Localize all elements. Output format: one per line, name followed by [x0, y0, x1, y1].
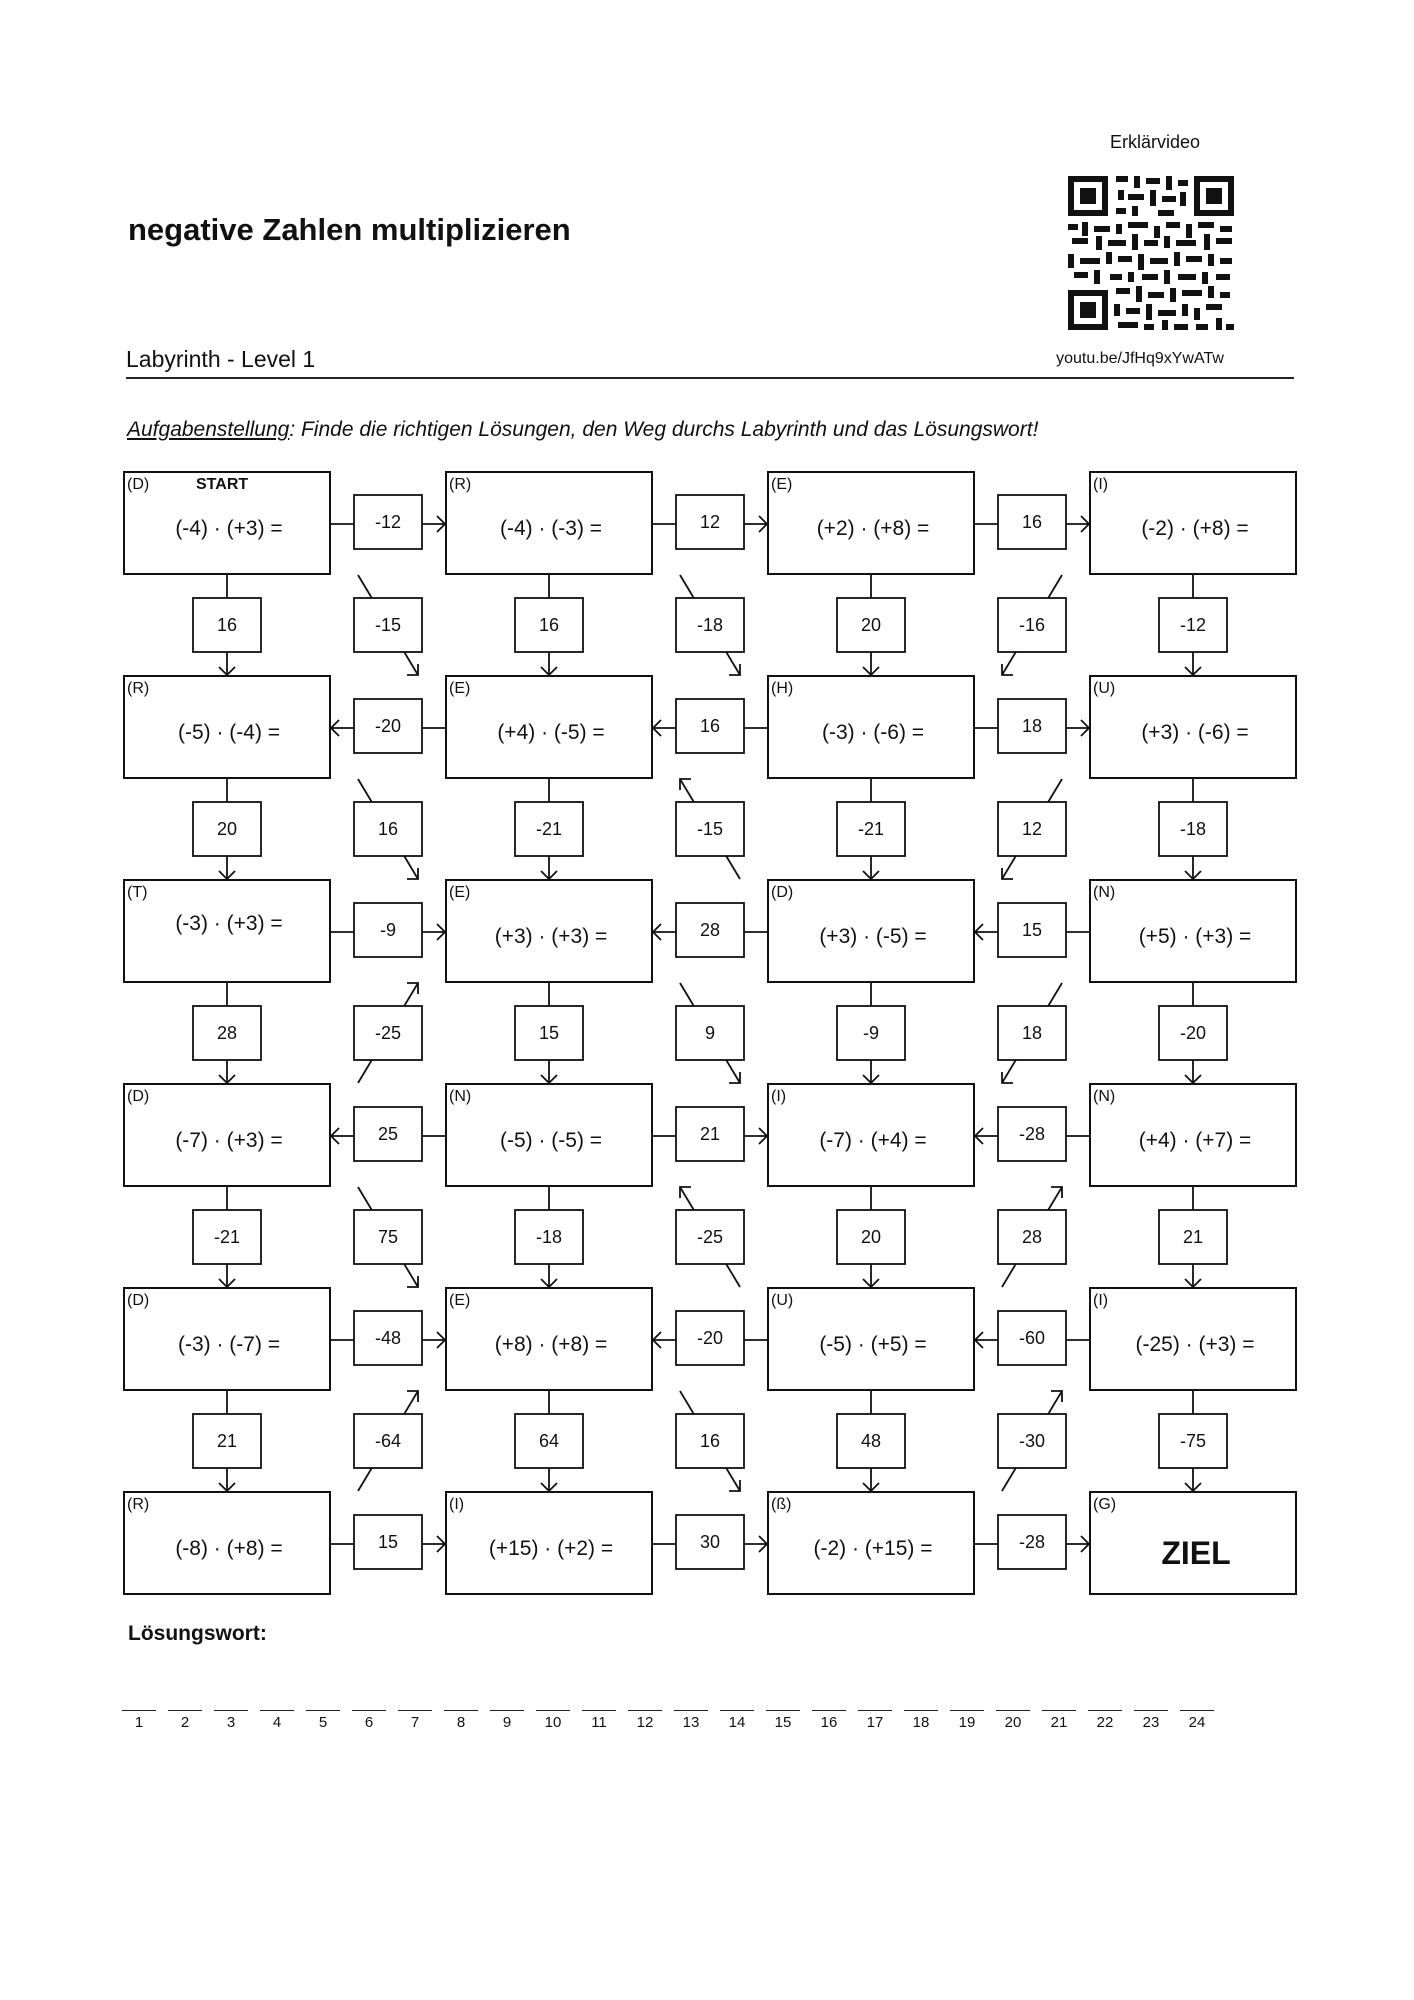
- box-letter: (R): [449, 476, 472, 493]
- box-expression: (-2) · (+15) =: [813, 1537, 933, 1560]
- answer-tile-text: -75: [1179, 1431, 1207, 1451]
- answer-tile-text: 21: [699, 1124, 721, 1144]
- answer-tile-text: 15: [377, 1532, 399, 1552]
- box-expression: (-5) · (-5) =: [499, 1129, 603, 1152]
- box-letter: (I): [771, 1088, 787, 1105]
- letter-blank[interactable]: [214, 1710, 248, 1711]
- letter-blank[interactable]: [490, 1710, 524, 1711]
- box-expression: (+4) · (+7) =: [1138, 1129, 1252, 1152]
- box-letter: (D): [127, 1088, 150, 1105]
- answer-tile-text: 28: [216, 1023, 238, 1043]
- box-expression: (+8) · (+8) =: [494, 1333, 608, 1356]
- box-expression: (-8) · (+8) =: [175, 1537, 283, 1560]
- box-letter: (D): [127, 1292, 150, 1309]
- worksheet-subtitle: Labyrinth - Level 1: [126, 346, 316, 372]
- answer-tile-text: 16: [699, 716, 721, 736]
- answer-tile-text: 25: [377, 1124, 399, 1144]
- answer-tile-text: -20: [1179, 1023, 1207, 1043]
- answer-tile-text: 21: [1182, 1227, 1204, 1247]
- letter-number: 3: [226, 1714, 236, 1731]
- letter-number: 21: [1050, 1714, 1068, 1731]
- letter-blank[interactable]: [950, 1710, 984, 1711]
- letter-number: 7: [410, 1714, 420, 1731]
- box-expression: (+3) · (-5) =: [819, 925, 927, 948]
- letter-blank[interactable]: [996, 1710, 1030, 1711]
- box-expression: (-5) · (+5) =: [819, 1333, 927, 1356]
- letter-number: 10: [544, 1714, 562, 1731]
- box-letter: (T): [127, 884, 148, 901]
- goal-label: ZIEL: [1161, 1535, 1231, 1571]
- letter-blank[interactable]: [904, 1710, 938, 1711]
- letter-number: 13: [682, 1714, 700, 1731]
- box-letter: (U): [771, 1292, 794, 1309]
- task-label: Aufgabenstellung: [127, 418, 290, 441]
- task-text: : Finde die richtigen Lösungen, den Weg durchs Labyrinth und das Lösungswort!: [289, 418, 1039, 441]
- start-label: START: [196, 476, 249, 493]
- answer-tile-text: 16: [538, 615, 560, 635]
- answer-tile-text: -18: [1179, 819, 1207, 839]
- answer-tile-text: 9: [704, 1023, 716, 1043]
- box-letter: (R): [127, 1496, 150, 1513]
- box-letter: (E): [449, 1292, 471, 1309]
- box-letter: (E): [449, 680, 471, 697]
- letter-number: 5: [318, 1714, 328, 1731]
- box-letter: (N): [1093, 884, 1116, 901]
- box-letter: (G): [1093, 1496, 1117, 1513]
- answer-tile-text: -9: [379, 920, 397, 940]
- letter-number: 1: [134, 1714, 144, 1731]
- answer-tile-text: 16: [216, 615, 238, 635]
- answer-tile-text: 20: [860, 615, 882, 635]
- letter-blank[interactable]: [674, 1710, 708, 1711]
- answer-tile-text: 16: [1021, 512, 1043, 532]
- answer-tile-text: -9: [862, 1023, 880, 1043]
- letter-number: 17: [866, 1714, 884, 1731]
- answer-tile-text: 20: [860, 1227, 882, 1247]
- box-letter: (E): [771, 476, 793, 493]
- letter-blank[interactable]: [1134, 1710, 1168, 1711]
- answer-tile-text: -12: [374, 512, 402, 532]
- letter-number: 9: [502, 1714, 512, 1731]
- answer-tile-text: -28: [1018, 1532, 1046, 1552]
- answer-tile-text: 21: [216, 1431, 238, 1451]
- answer-tile-text: 16: [699, 1431, 721, 1451]
- letter-number: 4: [272, 1714, 282, 1731]
- box-expression: (-7) · (+3) =: [175, 1129, 283, 1152]
- box-letter: (I): [449, 1496, 465, 1513]
- letter-number: 16: [820, 1714, 838, 1731]
- letter-number: 15: [774, 1714, 792, 1731]
- box-expression: (+3) · (-6) =: [1141, 721, 1249, 744]
- answer-tile-text: 16: [377, 819, 399, 839]
- answer-tile-text: -30: [1018, 1431, 1046, 1451]
- letter-blank[interactable]: [536, 1710, 570, 1711]
- box-expression: (-3) · (-7) =: [177, 1333, 281, 1356]
- box-expression: (-4) · (-3) =: [499, 517, 603, 540]
- letter-blank[interactable]: [1088, 1710, 1122, 1711]
- answer-tile-text: -21: [213, 1227, 241, 1247]
- box-letter: (N): [1093, 1088, 1116, 1105]
- box-expression: (-3) · (+3) =: [175, 912, 283, 935]
- answer-tile-text: 75: [377, 1227, 399, 1247]
- letter-blank[interactable]: [444, 1710, 478, 1711]
- box-letter: (D): [127, 476, 150, 493]
- letter-blank[interactable]: [1180, 1710, 1214, 1711]
- letter-number: 6: [364, 1714, 374, 1731]
- box-letter: (H): [771, 680, 794, 697]
- answer-tile-text: -20: [374, 716, 402, 736]
- answer-tile-text: 28: [1021, 1227, 1043, 1247]
- box-expression: (-7) · (+4) =: [819, 1129, 927, 1152]
- box-letter: (I): [1093, 476, 1109, 493]
- answer-tile-text: -25: [374, 1023, 402, 1043]
- letter-blank[interactable]: [720, 1710, 754, 1711]
- box-expression: (-5) · (-4) =: [177, 721, 281, 744]
- letter-number: 12: [636, 1714, 654, 1731]
- answer-tile-text: 18: [1021, 716, 1043, 736]
- letter-blank[interactable]: [1042, 1710, 1076, 1711]
- qr-label: Erklärvideo: [1109, 132, 1201, 152]
- answer-tile-text: -28: [1018, 1124, 1046, 1144]
- answer-tile-text: -18: [696, 615, 724, 635]
- letter-blank[interactable]: [812, 1710, 846, 1711]
- box-expression: (+2) · (+8) =: [816, 517, 930, 540]
- box-letter: (D): [771, 884, 794, 901]
- answer-tile-text: 20: [216, 819, 238, 839]
- answer-tile-text: -20: [696, 1328, 724, 1348]
- answer-tile-text: -21: [535, 819, 563, 839]
- box-expression: (-25) · (+3) =: [1135, 1333, 1255, 1356]
- box-letter: (N): [449, 1088, 472, 1105]
- answer-tile-text: -64: [374, 1431, 402, 1451]
- answer-tile-text: -25: [696, 1227, 724, 1247]
- answer-tile-text: 28: [699, 920, 721, 940]
- answer-tile-text: -60: [1018, 1328, 1046, 1348]
- letter-number: 19: [958, 1714, 976, 1731]
- box-expression: (+15) · (+2) =: [488, 1537, 614, 1560]
- solution-label: Lösungswort:: [128, 1622, 267, 1645]
- letter-number: 11: [591, 1714, 607, 1731]
- box-letter: (E): [449, 884, 471, 901]
- answer-tile-text: -48: [374, 1328, 402, 1348]
- answer-tile-text: -18: [535, 1227, 563, 1247]
- page-title: negative Zahlen multiplizieren: [128, 212, 571, 247]
- letter-blank[interactable]: [260, 1710, 294, 1711]
- letter-blank[interactable]: [352, 1710, 386, 1711]
- letter-blank[interactable]: [766, 1710, 800, 1711]
- box-letter: (I): [1093, 1292, 1109, 1309]
- box-expression: (+5) · (+3) =: [1138, 925, 1252, 948]
- box-expression: (-2) · (+8) =: [1141, 517, 1249, 540]
- box-expression: (-3) · (-6) =: [821, 721, 925, 744]
- letter-blank[interactable]: [168, 1710, 202, 1711]
- answer-tile-text: -16: [1018, 615, 1046, 635]
- letter-number: 20: [1004, 1714, 1022, 1731]
- letter-blank[interactable]: [628, 1710, 662, 1711]
- letter-blank[interactable]: [306, 1710, 340, 1711]
- letter-number: 22: [1096, 1714, 1114, 1731]
- answer-tile-text: 15: [538, 1023, 560, 1043]
- answer-tile-text: 12: [699, 512, 721, 532]
- box-expression: (+4) · (-5) =: [497, 721, 605, 744]
- answer-tile-text: 12: [1021, 819, 1043, 839]
- letter-blank[interactable]: [398, 1710, 432, 1711]
- letter-number: 2: [180, 1714, 190, 1731]
- answer-tile-text: 18: [1021, 1023, 1043, 1043]
- answer-tile-text: -15: [696, 819, 724, 839]
- answer-tile-text: 64: [538, 1431, 560, 1451]
- answer-tile-text: -15: [374, 615, 402, 635]
- answer-tile-text: 30: [699, 1532, 721, 1552]
- answer-tile-text: 15: [1021, 920, 1043, 940]
- letter-blank[interactable]: [582, 1710, 616, 1711]
- answer-tile-text: 48: [860, 1431, 882, 1451]
- letter-number: 18: [912, 1714, 930, 1731]
- letter-number: 14: [728, 1714, 746, 1731]
- box-expression: (-4) · (+3) =: [175, 517, 283, 540]
- answer-tile-text: -12: [1179, 615, 1207, 635]
- letter-number: 24: [1188, 1714, 1206, 1731]
- letter-number: 8: [456, 1714, 466, 1731]
- letter-number: 23: [1142, 1714, 1160, 1731]
- box-letter: (R): [127, 680, 150, 697]
- box-letter: (U): [1093, 680, 1116, 697]
- letter-blank[interactable]: [122, 1710, 156, 1711]
- box-expression: (+3) · (+3) =: [494, 925, 608, 948]
- box-letter: (ß): [771, 1496, 792, 1513]
- answer-tile-text: -21: [857, 819, 885, 839]
- letter-blank[interactable]: [858, 1710, 892, 1711]
- video-link[interactable]: youtu.be/JfHq9xYwATw: [1056, 350, 1224, 367]
